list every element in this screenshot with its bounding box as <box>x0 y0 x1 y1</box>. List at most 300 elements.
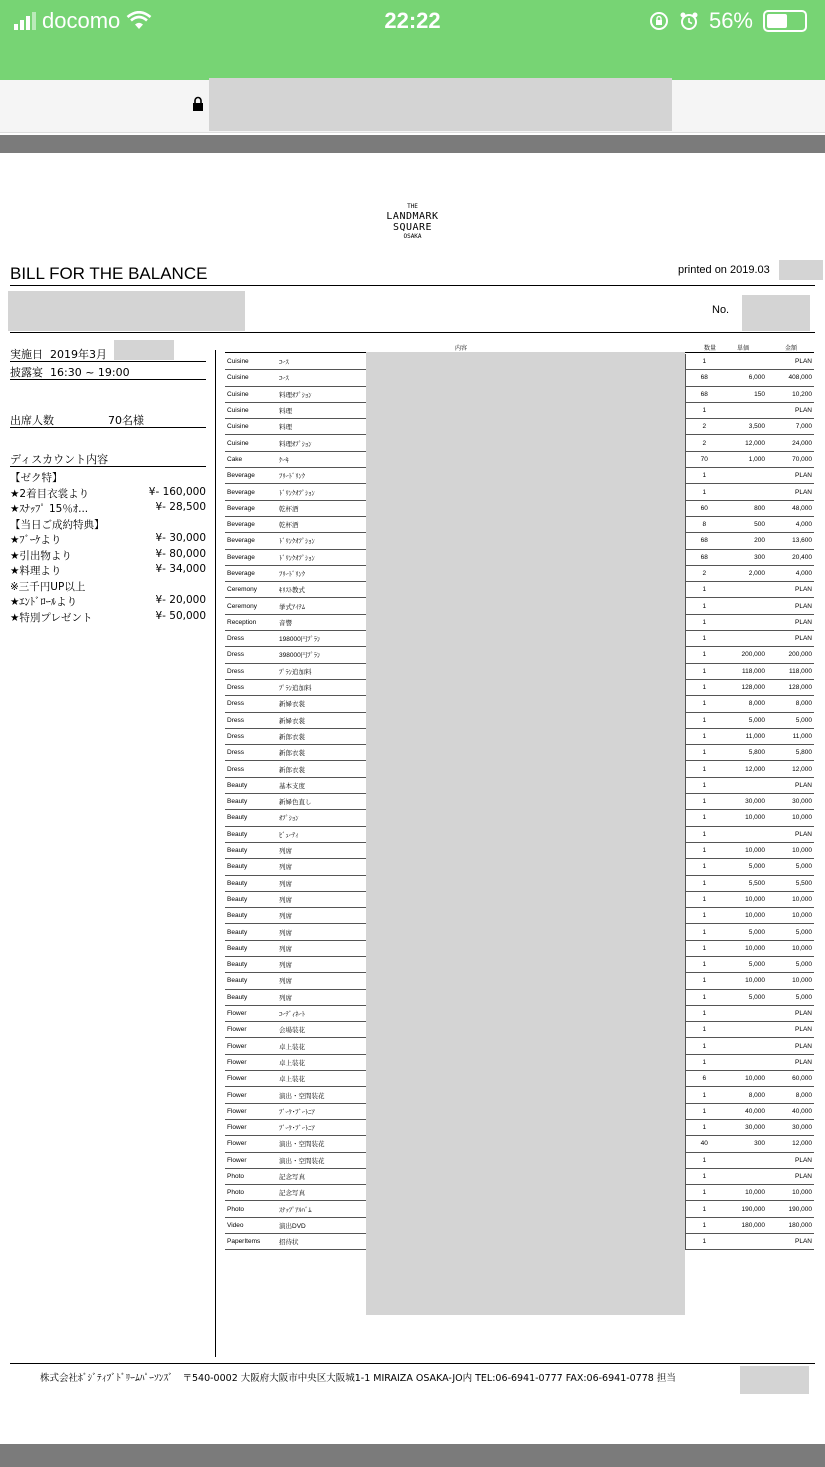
amount-cell: 30,000 <box>767 1119 814 1135</box>
item-cell: ﾌﾞｰｹ･ﾌﾞｰﾄﾆｱ <box>277 1103 367 1119</box>
orientation-lock-icon <box>649 11 669 31</box>
amount-cell: PLAN <box>767 354 814 370</box>
amount-cell: PLAN <box>767 582 814 598</box>
item-cell: 演出DVD <box>277 1217 367 1233</box>
unit-price-cell <box>723 1152 767 1168</box>
amount-cell: 4,000 <box>767 565 814 581</box>
item-cell: 料理 <box>277 402 367 418</box>
unit-price-cell: 30,000 <box>723 794 767 810</box>
unit-price-cell: 11,000 <box>723 728 767 744</box>
item-cell: 新婦色直し <box>277 794 367 810</box>
unit-price-cell <box>723 1168 767 1184</box>
amount-cell: PLAN <box>767 1054 814 1070</box>
qty-cell: 1 <box>685 859 723 875</box>
qty-cell: 68 <box>685 386 723 402</box>
item-cell: 料理 <box>277 419 367 435</box>
qty-cell: 1 <box>685 810 723 826</box>
unit-price-cell <box>723 1234 767 1250</box>
category-cell: Dress <box>225 712 277 728</box>
unit-price-cell: 5,000 <box>723 989 767 1005</box>
discount-label: ★ﾌﾞｰｹより <box>10 534 62 546</box>
viewer-top-bar <box>0 135 825 153</box>
category-cell: Beauty <box>225 989 277 1005</box>
amount-cell: PLAN <box>767 484 814 500</box>
amount-cell: 10,000 <box>767 973 814 989</box>
qty-cell: 1 <box>685 1217 723 1233</box>
item-cell: ｷﾘｽﾄ教式 <box>277 582 367 598</box>
unit-price-cell: 5,000 <box>723 712 767 728</box>
item-cell: 列席 <box>277 973 367 989</box>
amount-cell: 190,000 <box>767 1201 814 1217</box>
qty-cell: 1 <box>685 940 723 956</box>
amount-cell: 10,200 <box>767 386 814 402</box>
amount-cell: 5,000 <box>767 924 814 940</box>
amount-cell: PLAN <box>767 1022 814 1038</box>
unit-price-cell: 10,000 <box>723 810 767 826</box>
qty-cell: 1 <box>685 1022 723 1038</box>
amount-cell: 8,000 <box>767 1087 814 1103</box>
category-cell: Cuisine <box>225 435 277 451</box>
item-cell: 卓上装花 <box>277 1054 367 1070</box>
header-unit: 単価 <box>737 345 750 352</box>
unit-price-cell: 300 <box>723 549 767 565</box>
amount-cell: 128,000 <box>767 679 814 695</box>
category-cell: Beverage <box>225 468 277 484</box>
item-cell: ｵﾌﾟｼｮﾝ <box>277 810 367 826</box>
category-cell: Beauty <box>225 875 277 891</box>
qty-cell: 68 <box>685 533 723 549</box>
qty-cell: 68 <box>685 549 723 565</box>
unit-price-cell: 128,000 <box>723 679 767 695</box>
category-cell: Ceremony <box>225 598 277 614</box>
item-cell: 卓上装花 <box>277 1038 367 1054</box>
qty-cell: 1 <box>685 712 723 728</box>
url-redaction <box>209 78 672 131</box>
item-cell: ﾌﾘｰﾄﾞﾘﾝｸ <box>277 468 367 484</box>
viewer-bottom-bar <box>0 1444 825 1467</box>
category-cell: PaperItems <box>225 1234 277 1250</box>
qty-cell: 1 <box>685 1234 723 1250</box>
item-cell: 乾杯酒 <box>277 500 367 516</box>
item-cell: ｺｰｽ <box>277 354 367 370</box>
qty-cell: 2 <box>685 565 723 581</box>
guests-rule <box>10 427 206 428</box>
amount-cell: 5,000 <box>767 712 814 728</box>
amount-cell: PLAN <box>767 631 814 647</box>
discount-row <box>10 486 206 501</box>
item-cell: 招待状 <box>277 1234 367 1250</box>
discount-row <box>10 470 206 485</box>
amount-cell: PLAN <box>767 598 814 614</box>
discount-amount: ¥- 50,000 <box>155 609 206 622</box>
category-cell: Beauty <box>225 924 277 940</box>
category-cell: Beverage <box>225 484 277 500</box>
unit-price-cell: 10,000 <box>723 891 767 907</box>
item-cell: 新郎衣裳 <box>277 745 367 761</box>
amount-cell: 12,000 <box>767 1136 814 1152</box>
category-cell: Flower <box>225 1103 277 1119</box>
unit-price-cell: 2,000 <box>723 565 767 581</box>
item-cell: ｺｰﾃﾞｨﾈｰﾄ <box>277 1005 367 1021</box>
qty-cell: 1 <box>685 973 723 989</box>
amount-cell: 180,000 <box>767 1217 814 1233</box>
company-footer: 株式会社ﾎﾞｼﾞﾃｨﾌﾞﾄﾞﾘｰﾑﾊﾟｰｿﾝｽﾞ 〒540-0002 大阪府大阪市中央区大阪城1-1 MIRAIZA OSAKA-JO内 TEL:06-6941-0777 FAX:06-6941-0778 担当 <box>40 1373 676 1384</box>
unit-price-cell: 12,000 <box>723 435 767 451</box>
category-cell: Beverage <box>225 565 277 581</box>
amount-cell: PLAN <box>767 826 814 842</box>
discount-title: ディスカウント内容 <box>10 453 109 466</box>
discount-amount: ¥- 20,000 <box>155 594 206 606</box>
amount-cell: 40,000 <box>767 1103 814 1119</box>
item-cell: 列席 <box>277 842 367 858</box>
item-cell: 列席 <box>277 989 367 1005</box>
category-cell: Dress <box>225 631 277 647</box>
item-cell: ﾌﾞｰｹ･ﾌﾞｰﾄﾆｱ <box>277 1119 367 1135</box>
amount-cell: PLAN <box>767 1005 814 1021</box>
amount-cell: 5,000 <box>767 956 814 972</box>
amount-cell: PLAN <box>767 614 814 630</box>
amount-cell: PLAN <box>767 402 814 418</box>
item-cell: 列席 <box>277 891 367 907</box>
qty-cell: 1 <box>685 614 723 630</box>
discount-row <box>10 594 206 609</box>
qty-cell: 1 <box>685 468 723 484</box>
category-cell: Beauty <box>225 908 277 924</box>
category-cell: Beauty <box>225 794 277 810</box>
item-cell: 新郎衣裳 <box>277 761 367 777</box>
item-cell: ｽﾅｯﾌﾟｱﾙﾊﾞﾑ <box>277 1201 367 1217</box>
unit-price-cell <box>723 354 767 370</box>
amount-cell: PLAN <box>767 1168 814 1184</box>
amount-cell: 8,000 <box>767 696 814 712</box>
qty-cell: 1 <box>685 875 723 891</box>
qty-cell: 40 <box>685 1136 723 1152</box>
qty-cell: 1 <box>685 354 723 370</box>
unit-price-cell: 800 <box>723 500 767 516</box>
category-cell: Dress <box>225 696 277 712</box>
discount-row <box>10 517 206 532</box>
item-cell: ﾄﾞﾘﾝｸｵﾌﾟｼｮﾝ <box>277 484 367 500</box>
discount-row <box>10 563 206 578</box>
amount-cell: 408,000 <box>767 370 814 386</box>
item-cell: 卓上装花 <box>277 1071 367 1087</box>
item-cell: 挙式ｱｲﾃﾑ <box>277 598 367 614</box>
category-cell: Beverage <box>225 500 277 516</box>
item-cell: 列席 <box>277 859 367 875</box>
qty-cell: 1 <box>685 582 723 598</box>
unit-price-cell: 10,000 <box>723 1071 767 1087</box>
qty-cell: 70 <box>685 451 723 467</box>
category-cell: Beauty <box>225 891 277 907</box>
unit-price-cell <box>723 598 767 614</box>
amount-cell: 10,000 <box>767 908 814 924</box>
unit-price-cell: 10,000 <box>723 908 767 924</box>
unit-price-cell <box>723 631 767 647</box>
amount-cell: PLAN <box>767 1038 814 1054</box>
unit-price-cell: 10,000 <box>723 842 767 858</box>
category-cell: Cuisine <box>225 419 277 435</box>
qty-cell: 1 <box>685 647 723 663</box>
qty-cell: 1 <box>685 679 723 695</box>
unit-price-cell <box>723 1038 767 1054</box>
qty-cell: 1 <box>685 761 723 777</box>
category-cell: Cuisine <box>225 386 277 402</box>
amount-cell: 5,500 <box>767 875 814 891</box>
category-cell: Photo <box>225 1168 277 1184</box>
amount-cell: 13,600 <box>767 533 814 549</box>
title-rule <box>10 285 815 286</box>
category-cell: Dress <box>225 761 277 777</box>
amount-cell: 118,000 <box>767 663 814 679</box>
item-cell: 列席 <box>277 940 367 956</box>
discount-row <box>10 548 206 563</box>
qty-cell: 1 <box>685 484 723 500</box>
category-cell: Video <box>225 1217 277 1233</box>
amount-cell: PLAN <box>767 1152 814 1168</box>
qty-cell: 1 <box>685 1201 723 1217</box>
guests-value: 70名様 <box>108 414 144 427</box>
number-redaction <box>742 295 810 331</box>
qty-cell: 1 <box>685 631 723 647</box>
carrier-name: docomo <box>42 8 121 33</box>
amount-cell: 11,000 <box>767 728 814 744</box>
qty-cell: 1 <box>685 989 723 1005</box>
qty-cell: 6 <box>685 1071 723 1087</box>
category-cell: Beauty <box>225 810 277 826</box>
qty-cell: 1 <box>685 842 723 858</box>
unit-price-cell <box>723 402 767 418</box>
unit-price-cell: 5,800 <box>723 745 767 761</box>
discount-amount: ¥- 160,000 <box>148 485 206 498</box>
unit-price-cell <box>723 468 767 484</box>
amount-cell: 70,000 <box>767 451 814 467</box>
unit-price-cell: 6,000 <box>723 370 767 386</box>
unit-price-cell <box>723 777 767 793</box>
category-cell: Beverage <box>225 516 277 532</box>
unit-price-cell <box>723 1022 767 1038</box>
amount-cell: PLAN <box>767 468 814 484</box>
qty-cell: 1 <box>685 663 723 679</box>
category-cell: Photo <box>225 1185 277 1201</box>
unit-price-cell: 8,000 <box>723 696 767 712</box>
amount-cell: PLAN <box>767 777 814 793</box>
discount-label: ※三千円UP以上 <box>10 580 86 593</box>
date-row: 実施日 2019年3月 <box>10 348 107 361</box>
item-cell: 新婦衣裳 <box>277 712 367 728</box>
amount-cell: 5,800 <box>767 745 814 761</box>
amount-cell: 4,000 <box>767 516 814 532</box>
category-cell: Flower <box>225 1022 277 1038</box>
qty-cell: 1 <box>685 598 723 614</box>
unit-price-cell <box>723 484 767 500</box>
qty-cell: 2 <box>685 435 723 451</box>
amount-cell: PLAN <box>767 1234 814 1250</box>
unit-price-cell <box>723 614 767 630</box>
category-cell: Photo <box>225 1201 277 1217</box>
item-cell: 会場装花 <box>277 1022 367 1038</box>
amount-cell: 48,000 <box>767 500 814 516</box>
unit-price-cell: 200 <box>723 533 767 549</box>
amount-cell: 10,000 <box>767 940 814 956</box>
unit-price-cell: 10,000 <box>723 973 767 989</box>
discount-row <box>10 610 206 625</box>
alarm-icon <box>679 11 699 31</box>
amount-cell: 24,000 <box>767 435 814 451</box>
discount-label: 【当日ご成約特典】 <box>10 518 105 531</box>
discount-label: ★2着目衣裳より <box>10 487 90 500</box>
item-cell: 基本支度 <box>277 777 367 793</box>
discount-row <box>10 532 206 547</box>
item-cell: ｺｰｽ <box>277 370 367 386</box>
unit-price-cell: 3,500 <box>723 419 767 435</box>
category-cell: Reception <box>225 614 277 630</box>
amount-cell: 5,000 <box>767 859 814 875</box>
discount-rule <box>10 466 206 467</box>
unit-price-cell: 5,000 <box>723 924 767 940</box>
qty-cell: 1 <box>685 1087 723 1103</box>
unit-price-cell: 150 <box>723 386 767 402</box>
discount-amount: ¥- 30,000 <box>155 532 206 544</box>
item-cell: 乾杯酒 <box>277 516 367 532</box>
unit-price-cell: 5,500 <box>723 875 767 891</box>
category-cell: Flower <box>225 1087 277 1103</box>
amount-cell: 30,000 <box>767 794 814 810</box>
category-cell: Cuisine <box>225 370 277 386</box>
category-cell: Beverage <box>225 533 277 549</box>
discount-label: ★ｽﾅｯﾌﾟ 15％ｵ... <box>10 503 89 515</box>
item-cell: 列席 <box>277 924 367 940</box>
qty-cell: 1 <box>685 777 723 793</box>
footer-rule <box>10 1363 815 1364</box>
unit-price-cell: 1,000 <box>723 451 767 467</box>
unit-price-cell: 200,000 <box>723 647 767 663</box>
item-details-redaction <box>366 352 685 1315</box>
item-cell: ｹｰｷ <box>277 451 367 467</box>
item-cell: 記念写真 <box>277 1168 367 1184</box>
discount-label: ★ｴﾝﾄﾞﾛｰﾙより <box>10 596 78 608</box>
category-cell: Cuisine <box>225 402 277 418</box>
qty-cell: 1 <box>685 1168 723 1184</box>
item-cell: ﾄﾞﾘﾝｸｵﾌﾟｼｮﾝ <box>277 533 367 549</box>
unit-price-cell: 12,000 <box>723 761 767 777</box>
qty-cell: 2 <box>685 419 723 435</box>
qty-cell: 1 <box>685 696 723 712</box>
item-cell: 演出・空間装花 <box>277 1087 367 1103</box>
item-cell: ﾌﾘｰﾄﾞﾘﾝｸ <box>277 565 367 581</box>
reception-row: 披露宴 16:30 ~ 19:00 <box>10 366 130 379</box>
header-rule <box>10 332 815 333</box>
unit-price-cell: 118,000 <box>723 663 767 679</box>
discount-label: ★引出物より <box>10 549 72 562</box>
date-rule <box>10 361 206 362</box>
category-cell: Ceremony <box>225 582 277 598</box>
discount-amount: ¥- 28,500 <box>155 501 206 513</box>
item-cell: 料理ｵﾌﾟｼｮﾝ <box>277 386 367 402</box>
unit-price-cell: 40,000 <box>723 1103 767 1119</box>
venue-logo: THE LANDMARK SQUARE OSAKA <box>386 203 439 240</box>
category-cell: Flower <box>225 1119 277 1135</box>
category-cell: Flower <box>225 1005 277 1021</box>
amount-cell: 200,000 <box>767 647 814 663</box>
header-amount: 金額 <box>785 345 798 352</box>
unit-price-cell: 30,000 <box>723 1119 767 1135</box>
qty-cell: 1 <box>685 728 723 744</box>
unit-price-cell <box>723 1005 767 1021</box>
printed-date: printed on 2019.03 <box>678 264 770 276</box>
unit-price-cell: 500 <box>723 516 767 532</box>
amount-cell: 60,000 <box>767 1071 814 1087</box>
category-cell: Beauty <box>225 956 277 972</box>
category-cell: Beverage <box>225 549 277 565</box>
category-cell: Dress <box>225 663 277 679</box>
discount-label: ★料理より <box>10 565 62 577</box>
amount-cell: 10,000 <box>767 842 814 858</box>
guests-label: 出席人数 <box>10 414 54 427</box>
qty-cell: 1 <box>685 1119 723 1135</box>
status-bar <box>0 0 825 80</box>
qty-cell: 1 <box>685 1152 723 1168</box>
staff-name-redaction <box>740 1366 809 1394</box>
discount-row <box>10 579 206 594</box>
item-cell: 398000円ﾌﾟﾗﾝ <box>277 647 367 663</box>
battery-icon <box>763 10 807 32</box>
unit-price-cell: 190,000 <box>723 1201 767 1217</box>
qty-cell: 1 <box>685 1103 723 1119</box>
category-cell: Flower <box>225 1152 277 1168</box>
number-label: No. <box>712 304 730 316</box>
table-left-border <box>215 350 216 1357</box>
category-cell: Cuisine <box>225 354 277 370</box>
item-cell: ﾌﾟﾗﾝ追加料 <box>277 679 367 695</box>
amount-cell: 10,000 <box>767 1185 814 1201</box>
unit-price-cell: 8,000 <box>723 1087 767 1103</box>
lock-icon <box>192 96 204 112</box>
unit-price-cell: 5,000 <box>723 859 767 875</box>
item-cell: 列席 <box>277 875 367 891</box>
item-cell: 演出・空間装花 <box>277 1152 367 1168</box>
qty-cell: 1 <box>685 1054 723 1070</box>
qty-cell: 1 <box>685 924 723 940</box>
category-cell: Dress <box>225 745 277 761</box>
item-cell: 記念写真 <box>277 1185 367 1201</box>
unit-price-cell: 300 <box>723 1136 767 1152</box>
category-cell: Flower <box>225 1054 277 1070</box>
printed-date-redaction <box>779 260 823 280</box>
item-cell: 新婦衣裳 <box>277 696 367 712</box>
category-cell: Flower <box>225 1136 277 1152</box>
category-cell: Beauty <box>225 973 277 989</box>
category-cell: Beauty <box>225 859 277 875</box>
category-cell: Beauty <box>225 777 277 793</box>
discount-amount: ¥- 80,000 <box>155 547 206 560</box>
category-cell: Dress <box>225 679 277 695</box>
amount-cell: 10,000 <box>767 810 814 826</box>
header-qty: 数量 <box>704 345 717 352</box>
category-cell: Flower <box>225 1038 277 1054</box>
qty-cell: 1 <box>685 1185 723 1201</box>
discount-row <box>10 501 206 516</box>
battery-percent: 56% <box>708 8 753 33</box>
unit-price-cell <box>723 826 767 842</box>
item-cell: 料理ｵﾌﾟｼｮﾝ <box>277 435 367 451</box>
customer-name-redaction <box>8 291 245 331</box>
item-cell: 音響 <box>277 614 367 630</box>
category-cell: Dress <box>225 647 277 663</box>
qty-cell: 1 <box>685 891 723 907</box>
unit-price-cell: 180,000 <box>723 1217 767 1233</box>
qty-cell: 1 <box>685 1038 723 1054</box>
amount-cell: 12,000 <box>767 761 814 777</box>
